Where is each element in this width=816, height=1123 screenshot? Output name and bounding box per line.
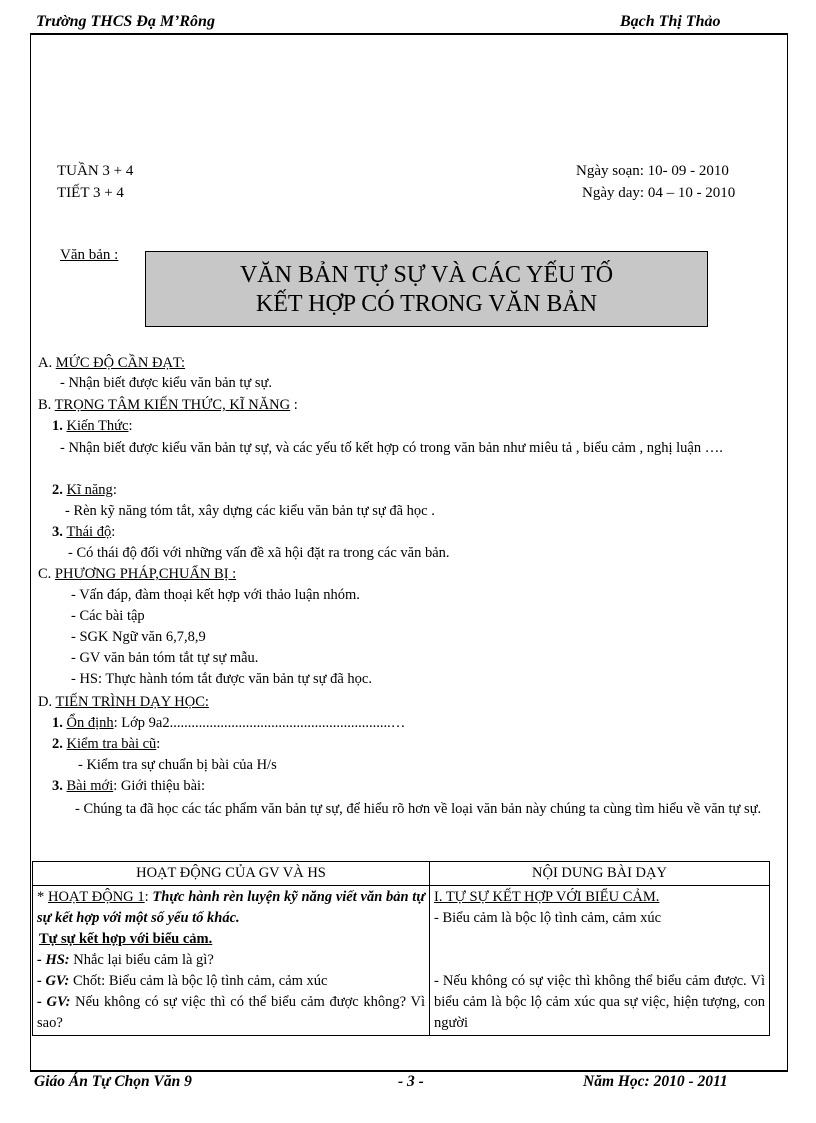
sub-heading: Tự sự kết hợp với biểu cảm. bbox=[39, 931, 213, 947]
d2-text: - Kiểm tra sự chuẩn bị bài của H/s bbox=[78, 757, 277, 773]
section-a-heading bbox=[38, 355, 185, 372]
prep-date: Ngày soạn: 10- 09 - 2010 bbox=[576, 163, 729, 179]
lesson-title-box bbox=[145, 251, 708, 327]
bottom-rule bbox=[30, 1070, 788, 1072]
section-d-title: TIẾN TRÌNH DẠY HỌC: bbox=[55, 694, 209, 710]
role-gv: - GV: bbox=[37, 973, 70, 989]
role-hs: - HS: bbox=[37, 952, 70, 968]
activities-cell bbox=[33, 886, 430, 1036]
section-b-heading bbox=[38, 397, 298, 414]
activity-1 bbox=[37, 887, 425, 929]
section-a-title: MỨC ĐỘ CẦN ĐẠT: bbox=[55, 355, 186, 371]
d2-heading bbox=[52, 736, 160, 753]
b1-text: - Nhận biết được kiểu văn bản tự sự, và các yếu tố kết hợp có trong văn bản như miêu tả , biểu cảm , nghị luận …. bbox=[60, 440, 723, 456]
table-row bbox=[33, 886, 770, 1036]
activity-colon: : bbox=[144, 889, 153, 905]
week-label: TUẦN 3 + 4 bbox=[57, 163, 134, 179]
period-label: TIẾT 3 + 4 bbox=[57, 185, 124, 201]
b1-number: 1. bbox=[52, 418, 67, 434]
teach-date: Ngày day: 04 – 10 - 2010 bbox=[582, 185, 736, 201]
content-cell bbox=[430, 886, 770, 1036]
c-item-5: - HS: Thực hành tóm tắt được văn bản tự sự đã học. bbox=[71, 671, 372, 687]
c-item-1: - Vấn đáp, đàm thoại kết hợp với thảo luận nhóm. bbox=[71, 587, 360, 603]
b3-heading bbox=[52, 524, 115, 541]
b2-heading bbox=[52, 482, 117, 499]
section-a-item: - Nhận biết được kiểu văn bản tự sự. bbox=[60, 375, 273, 391]
section-c-title: PHƯƠNG PHÁP,CHUẨN BỊ : bbox=[54, 566, 237, 582]
section-c-heading bbox=[38, 566, 236, 583]
d1-line bbox=[52, 715, 405, 732]
d1-label: Ổn định bbox=[66, 715, 114, 731]
b1-heading bbox=[52, 418, 132, 435]
lesson-title-line1: VĂN BẢN TỰ SỰ VÀ CÁC YẾU TỐ bbox=[239, 262, 614, 288]
page-number: - 3 - bbox=[398, 1073, 424, 1090]
b3-label: Thái độ bbox=[66, 524, 112, 540]
b3-text: - Có thái độ đối với những vấn đề xã hội đặt ra trong các văn bản. bbox=[68, 545, 450, 561]
b3-suffix: : bbox=[111, 524, 116, 540]
content-p1: - Biểu cảm là bộc lộ tình cảm, cảm xúc bbox=[434, 910, 662, 926]
content-spacer bbox=[434, 929, 765, 971]
d3-line bbox=[52, 778, 205, 795]
content-heading: I. TỰ SỰ KẾT HỢP VỚI BIỂU CẢM. bbox=[434, 889, 660, 905]
b2-label: Kĩ năng bbox=[66, 482, 113, 498]
activity-row-1 bbox=[37, 950, 425, 971]
table-header-content: NỘI DUNG BÀI DẠY bbox=[430, 862, 770, 886]
lesson-label: Văn bản : bbox=[60, 247, 119, 263]
b2-text: - Rèn kỹ năng tóm tắt, xây dựng các kiểu văn bản tự sự đã học . bbox=[65, 503, 435, 519]
c-item-3: - SGK Ngữ văn 6,7,8,9 bbox=[71, 629, 206, 645]
section-b-prefix: B. bbox=[38, 397, 55, 413]
row3-text: Nếu không có sự việc thì có thể biểu cảm được không? Vì sao? bbox=[37, 994, 426, 1031]
row2-text: Chốt: Biểu cảm là bộc lộ tình cảm, cảm xúc bbox=[69, 973, 328, 989]
table-header-row bbox=[33, 862, 770, 886]
content-p2: - Nếu không có sự việc thì không thể biểu cảm được. Vì biểu cảm là bộc lộ cảm xúc qua sự việc, hiện tượng, con người bbox=[434, 973, 765, 1031]
d3-number: 3. bbox=[52, 778, 67, 794]
activity-description: Thực hành rèn luyện kỹ năng viết văn bản tự sự kết hợp với một số yếu tố khác. bbox=[37, 889, 426, 926]
b1-suffix: : bbox=[128, 418, 133, 434]
footer-right: Năm Học: 2010 - 2011 bbox=[583, 1073, 728, 1090]
footer-left: Giáo Án Tự Chọn Văn 9 bbox=[34, 1073, 192, 1090]
row1-text: Nhắc lại biểu cảm là gì? bbox=[69, 952, 214, 968]
section-d-heading bbox=[38, 694, 209, 711]
section-b-suffix: : bbox=[290, 397, 298, 413]
section-d-prefix: D. bbox=[38, 694, 56, 710]
d3-label: Bài mới bbox=[66, 778, 114, 794]
c-item-4: - GV văn bản tóm tắt tự sự mẫu. bbox=[71, 650, 259, 666]
school-name: Trường THCS Đạ M’Rông bbox=[36, 13, 215, 30]
table-header-activities: HOẠT ĐỘNG CỦA GV VÀ HS bbox=[33, 862, 430, 886]
d1-text: : Lớp 9a2.............................................................… bbox=[113, 715, 406, 731]
d1-number: 1. bbox=[52, 715, 67, 731]
teacher-name: Bạch Thị Thảo bbox=[620, 13, 721, 30]
activity-bullet: * bbox=[37, 889, 48, 905]
section-a-prefix: A. bbox=[38, 355, 56, 371]
b2-number: 2. bbox=[52, 482, 67, 498]
activity-row-2 bbox=[37, 971, 425, 992]
d2-suffix: : bbox=[156, 736, 161, 752]
section-b-title: TRỌNG TÂM KIẾN THỨC, KĨ NĂNG bbox=[54, 397, 291, 413]
c-item-2: - Các bài tập bbox=[71, 608, 145, 624]
d2-label: Kiểm tra bài cũ bbox=[66, 736, 157, 752]
d3-inline: : Giới thiệu bài: bbox=[113, 778, 206, 794]
d2-number: 2. bbox=[52, 736, 67, 752]
d3-text: - Chúng ta đã học các tác phẩm văn bản tự sự, để hiểu rõ hơn về loại văn bản này chúng ta cùng tìm hiểu về văn tự sự. bbox=[75, 801, 762, 817]
lesson-table bbox=[32, 861, 770, 1036]
activity-label: HOẠT ĐỘNG 1 bbox=[48, 889, 145, 905]
b1-label: Kiến Thức bbox=[66, 418, 129, 434]
lesson-title-line2: KẾT HỢP CÓ TRONG VĂN BẢN bbox=[255, 291, 598, 317]
b2-suffix: : bbox=[112, 482, 117, 498]
b3-number: 3. bbox=[52, 524, 67, 540]
activity-row-3 bbox=[37, 992, 425, 1034]
role-gv-2: - GV: bbox=[37, 994, 71, 1010]
section-c-prefix: C. bbox=[38, 566, 55, 582]
